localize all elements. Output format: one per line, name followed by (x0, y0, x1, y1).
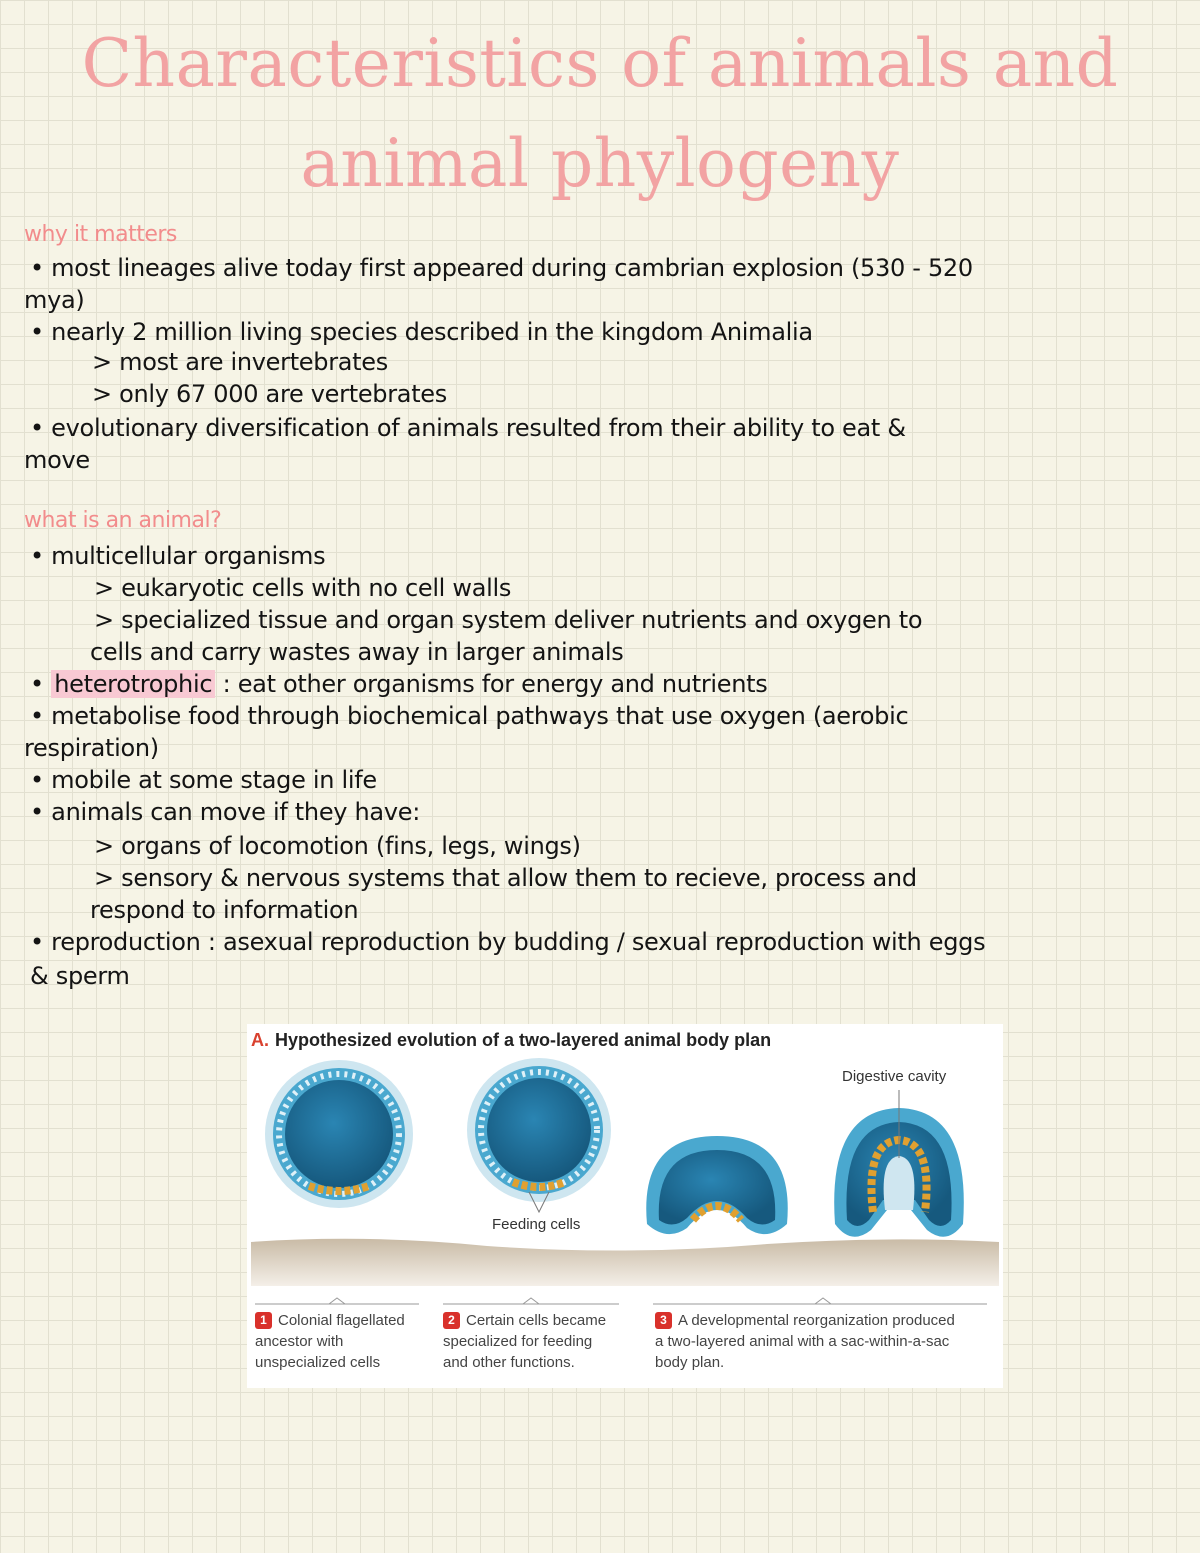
caption-step-3 (655, 1310, 995, 1373)
note-line: • multicellular organisms (30, 542, 326, 570)
specialized-colony (467, 1058, 611, 1212)
note-line: • animals can move if they have: (30, 798, 420, 826)
body-plan-figure (247, 1024, 1003, 1388)
colonial-ancestor (265, 1060, 413, 1208)
caption-text: unspecialized cells (255, 1354, 381, 1371)
caption-text: a two-layered animal with a sac-within-a-sac (655, 1333, 950, 1350)
note-line: & sperm (30, 962, 130, 990)
caption-text: specialized for feeding (443, 1333, 593, 1350)
note-subline: > sensory & nervous systems that allow them to recieve, process and (94, 864, 917, 892)
step-number: 2 (443, 1312, 460, 1329)
note-subline: respond to information (90, 896, 359, 924)
section-heading-what-is-an-animal: what is an animal? (24, 508, 222, 533)
title-line-2: animal phylogeny (300, 125, 900, 202)
note-line-heterotrophic (30, 668, 767, 700)
caption-step-2 (443, 1310, 623, 1373)
note-line: respiration) (24, 734, 159, 762)
title-line-1: Characteristics of animals and (81, 25, 1119, 102)
note-subline: cells and carry wastes away in larger animals (90, 638, 624, 666)
note-line: move (24, 446, 90, 474)
highlighted-term: heterotrophic (51, 670, 215, 698)
label-feeding-cells: Feeding cells (492, 1216, 581, 1233)
page-title (0, 14, 1200, 214)
note-line: • mobile at some stage in life (30, 766, 377, 794)
note-line: • evolutionary diversification of animals resulted from their ability to eat & (30, 414, 906, 442)
cupped-organism (646, 1136, 787, 1234)
note-subline: > only 67 000 are vertebrates (92, 380, 447, 408)
bullet: • (30, 670, 44, 698)
caption-text: and other functions. (443, 1354, 575, 1371)
two-layered-animal (834, 1090, 964, 1237)
step-number: 3 (655, 1312, 672, 1329)
note-line: • reproduction : asexual reproduction by budding / sexual reproduction with eggs (30, 928, 986, 956)
caption-text: body plan. (655, 1354, 725, 1371)
figure-tag: A. (251, 1030, 269, 1050)
term-definition: : eat other organisms for energy and nutrients (222, 670, 768, 698)
caption-text: Colonial flagellated (278, 1312, 405, 1329)
note-line: mya) (24, 286, 85, 314)
note-subline: > specialized tissue and organ system deliver nutrients and oxygen to (94, 606, 923, 634)
caption-text: ancestor with (255, 1333, 344, 1350)
note-line: • nearly 2 million living species described in the kingdom Animalia (30, 318, 813, 346)
caption-step-1 (255, 1310, 435, 1373)
caption-text: Certain cells became (466, 1312, 607, 1329)
caption-text: A developmental reorganization produced (678, 1312, 955, 1329)
figure-title-text: Hypothesized evolution of a two-layered animal body plan (275, 1030, 772, 1050)
note-line: • metabolise food through biochemical pathways that use oxygen (aerobic (30, 702, 909, 730)
note-subline: > eukaryotic cells with no cell walls (94, 574, 512, 602)
note-subline: > most are invertebrates (92, 348, 388, 376)
step-number: 1 (255, 1312, 272, 1329)
note-line: • most lineages alive today first appeared during cambrian explosion (530 - 520 (30, 254, 973, 282)
section-heading-why-it-matters: why it matters (24, 222, 177, 247)
label-digestive-cavity: Digestive cavity (842, 1068, 947, 1085)
note-subline: > organs of locomotion (fins, legs, wings) (94, 832, 581, 860)
